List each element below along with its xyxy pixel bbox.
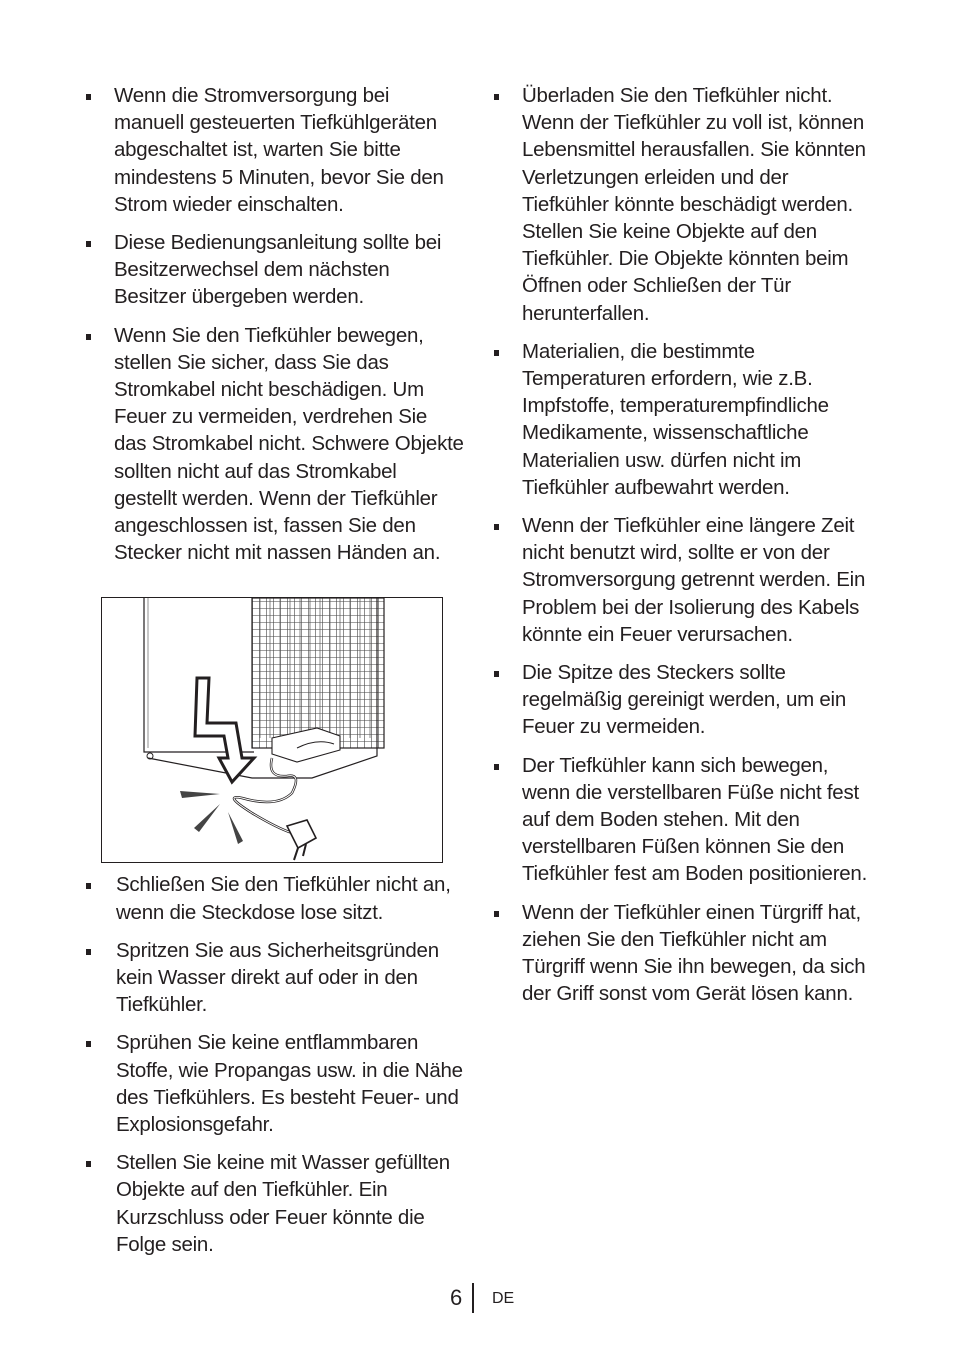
list-item: Die Spitze des Steckers sollte regelmäßig gereinigt werden, um ein Feuer zu vermeiden. (494, 659, 879, 741)
list-item: Wenn der Tiefkühler einen Türgriff hat, ziehen Sie den Tiefkühler nicht am Türgriff wenn Sie ihn bewegen, da sich der Griff sonst vom Gerät lösen kann. (494, 899, 879, 1008)
page-footer (0, 1283, 954, 1315)
bullet-list-right (494, 82, 879, 1008)
footer-divider (472, 1283, 474, 1313)
bullet-icon (86, 1041, 91, 1047)
right-column (494, 82, 879, 1019)
power-cable-illustration (101, 597, 443, 863)
language-code: DE (492, 1290, 515, 1307)
freezer-plug-icon (102, 598, 442, 862)
list-item: Sprühen Sie keine entflammbaren Stoffe, wie Propangas usw. in die Nähe des Tiefkühlers. Es besteht Feuer- und Explosionsgefahr. (86, 1029, 464, 1138)
bullet-icon (86, 883, 91, 889)
bullet-icon (494, 764, 499, 770)
list-item: Wenn der Tiefkühler eine längere Zeit nicht benutzt wird, sollte er von der Stromversorgung getrennt werden. Ein Problem bei der Isolierung des Kabels könnte ein Feuer verursachen. (494, 512, 879, 648)
bullet-list-bottom (86, 871, 464, 1258)
list-item: Spritzen Sie aus Sicherheitsgründen kein Wasser direkt auf oder in den Tiefkühler. (86, 937, 464, 1019)
bullet-icon (86, 94, 91, 100)
bullet-icon (86, 241, 91, 247)
list-item: Materialien, die bestimmte Temperaturen erfordern, wie z.B. Impfstoffe, temperaturempfindliche Medikamente, wissenschaftliche Materialien usw. dürfen nicht im Tiefkühler aufbewahrt werden. (494, 338, 879, 501)
list-item: Der Tiefkühler kann sich bewegen, wenn die verstellbaren Füße nicht fest auf dem Boden stehen. Mit den verstellbaren Füßen können Sie den Tiefkühler fest am Boden positionieren. (494, 752, 879, 888)
list-item: Wenn Sie den Tiefkühler bewegen, stellen Sie sicher, dass Sie das Stromkabel nicht beschädigen. Um Feuer zu vermeiden, verdrehen Sie das Stromkabel nicht. Schwere Objekte sollten nicht auf das Stromkabel gestellt werden. Wenn der Tiefkühler angeschlossen ist, fassen Sie den Stecker nicht mit nassen Händen an. (86, 322, 464, 567)
bullet-icon (86, 1161, 91, 1167)
left-column (86, 82, 464, 1269)
bullet-icon (494, 350, 499, 356)
list-item: Überladen Sie den Tiefkühler nicht. Wenn der Tiefkühler zu voll ist, können Lebensmittel herausfallen. Sie könnten Verletzungen erleiden und der Tiefkühler könnte beschädigt werden. Stellen Sie keine Objekte auf den Tiefkühler. Die Objekte könnten beim Öffnen oder Schließen der Tür herunterfallen. (494, 82, 879, 327)
list-item: Diese Bedienungsanleitung sollte bei Besitzerwechsel dem nächsten Besitzer übergeben werden. (86, 229, 464, 311)
bullet-icon (494, 94, 499, 100)
bullet-icon (86, 334, 91, 340)
list-item: Schließen Sie den Tiefkühler nicht an, wenn die Steckdose lose sitzt. (86, 871, 464, 925)
list-item: Stellen Sie keine mit Wasser gefüllten Objekte auf den Tiefkühler. Ein Kurzschluss oder Feuer könnte die Folge sein. (86, 1149, 464, 1258)
bullet-icon (494, 671, 499, 677)
bullet-icon (494, 911, 499, 917)
bullet-list-top (86, 82, 464, 566)
bullet-icon (494, 524, 499, 530)
list-item: Wenn die Stromversorgung bei manuell gesteuerten Tiefkühlgeräten abgeschaltet ist, warten Sie bitte mindestens 5 Minuten, bevor Sie den Strom wieder einschalten. (86, 82, 464, 218)
page-number: 6 (450, 1285, 463, 1310)
bullet-icon (86, 949, 91, 955)
